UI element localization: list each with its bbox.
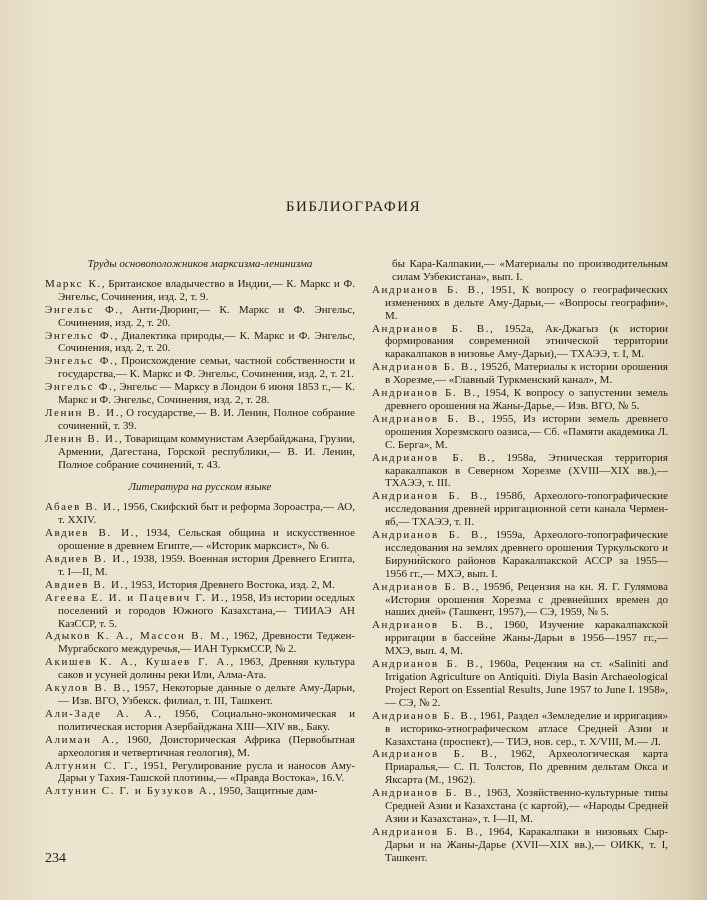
bib-text: , 1960, Изучение каракалпакской ирригации в бассейне Жаны-Дарьи в 1956—1957 гг.,— МХЭ, вып. 4, М. [385, 619, 668, 658]
bib-text: , Британское владычество в Индии,— К. Маркс и Ф. Энгельс, Сочинения, изд. 2, т. 9. [58, 277, 355, 303]
bib-text: , 1958б, Археолого-топографические исследования древней ирригационной сети канала Чермен-яб,— ТХАЭЭ, т. II. [385, 490, 668, 529]
bib-text: , 1959б, Рецензия на кн. Я. Г. Гулямова «История орошения Хорезма с древнейших времен до наших дней» (Ташкент, 1957),— СЭ, 1959, № 5. [385, 580, 668, 619]
bib-text: , 1952б, Материалы к истории орошения в Хорезме,— «Главный Туркменский канал», М. [385, 361, 668, 387]
bib-entry [372, 413, 668, 452]
bib-entry [372, 787, 668, 826]
bib-text: , Энгельс — Марксу в Лондон 6 июня 1853 г.,— К. Маркс и Ф. Энгельс, Сочинения, изд. 2, т. 28. [58, 381, 355, 407]
bib-author: Алтунин С. Г. и Бузуков А. [45, 785, 213, 798]
bib-author: Энгельс Ф. [45, 355, 115, 368]
bib-entry [45, 553, 355, 579]
bib-author: Авдиев В. И. [45, 553, 127, 566]
bib-text: , 1952а, Ак-Джагыз (к истории формирования современной этнической территории каракалпаков в низовье Аму-Дарьи),— ТХАЭЭ, т. I, М. [385, 322, 668, 361]
bib-author: Андрианов Б. В. [372, 709, 474, 722]
bib-text: , 1957, Некоторые данные о дельте Аму-Дарьи,— Изв. ВГО, Узбекск. филиал, т. III, Ташкент. [58, 682, 355, 707]
bib-text: , 1954, К вопросу о запустении земель древнего орошения на Жаны-Дарье,— Изв. ВГО, № 5. [385, 387, 668, 412]
bib-text: , Товарищам коммунистам Азербайджана, Грузии, Армении, Дагестана, Горской республики,— В. И. Ленин, Полное собрание сочинений, т. 43. [58, 432, 355, 471]
bib-author: Алиман А. [45, 733, 116, 746]
bib-author: Али-Заде А. А. [45, 707, 159, 720]
bib-author: Андрианов Б. В. [372, 361, 475, 374]
bib-author: Энгельс Ф. [45, 381, 114, 394]
bib-text: , 1956, Социально-экономическая и политическая история Азербайджана XIII—XIV вв., Баку. [58, 707, 355, 733]
bib-entry [372, 581, 668, 620]
bib-entry [372, 361, 668, 387]
russian-literature-list [45, 501, 355, 798]
bib-text: , 1955, Из истории земель древнего орошения Хорезмского оазиса,— Сб. «Памяти академика Л. С. Берга», М. [385, 412, 669, 451]
page-title: БИБЛИОГРАФИЯ [285, 199, 422, 215]
bib-author: Авдиев В. И. [45, 578, 125, 591]
bib-entry [372, 284, 668, 323]
bib-text: , 1958, Из истории оседлых поселений и городов Южного Казахстана,— ТИИАЭ АН КазССР, т. 5. [58, 591, 355, 630]
bib-text: , 1960а, Рецензия на ст. «Saliniti and Irrigation Agriculture on Antiquiti. Diyla Basin Archaeological Project Report on Essential Results, June 1957 to June I. 1958»,— СЭ, № 2. [385, 658, 668, 709]
bib-author: Андрианов Б. В. [372, 619, 490, 632]
bib-entry [45, 407, 355, 433]
left-column [45, 258, 355, 798]
bib-entry [45, 630, 355, 656]
bib-entry [45, 433, 355, 472]
bib-entry [372, 323, 668, 362]
bib-text: , 1961, Раздел «Земледелие и ирригация» в историко-этнографическом атласе Средней Азии и Казахстана (проспект),— ТИЭ, нов. сер., т. X/VIII, М.— Л. [385, 709, 668, 748]
bib-author: Энгельс Ф. [45, 303, 120, 316]
bib-author: Андрианов Б. В. [372, 825, 480, 838]
bib-entry [372, 452, 668, 491]
bib-text: , 1950, Защитные дам- [212, 785, 318, 798]
bib-entry [45, 734, 355, 760]
bib-author: Андрианов Б. В. [372, 529, 485, 542]
bib-author: Энгельс Ф. [45, 329, 115, 342]
bib-entry [372, 529, 668, 581]
right-column [372, 258, 668, 865]
bib-author: Андрианов Б. В. [372, 658, 480, 671]
bib-author: Андрианов Б. В. [372, 748, 495, 761]
bib-author: Акишев К. А., Кушаев Г. А. [45, 656, 231, 669]
bib-author: Ленин В. И. [45, 406, 121, 419]
bib-entry [45, 278, 355, 304]
bib-text: , 1958а, Этническая территория каракалпаков в Северном Хорезме (XVIII—XIX вв.),— ТХАЭЭ, т. III. [385, 451, 668, 490]
bib-text: , 1963, Хозяйственно-культурные типы Средней Азии и Казахстана (с картой),— «Народы Средней Азии и Казахстана», т. I—II, М. [385, 787, 668, 825]
section-heading-russian: Литература на русском языке [128, 480, 272, 493]
bib-entry [372, 710, 668, 749]
bib-entry [45, 579, 355, 592]
bib-text: , 1964, Каракалпаки в низовьях Сыр-Дарьи и на Жаны-Дарье (XVII—XIX вв.),— ОИКК, т. I, Ташкент. [385, 825, 669, 864]
bib-author: Андрианов Б. В. [372, 387, 477, 400]
bib-entry [45, 527, 355, 553]
bib-entry [45, 656, 355, 682]
bib-text: , О государстве,— В. И. Ленин, Полное собрание сочинений, т. 39. [58, 406, 355, 432]
page-number: 234 [45, 851, 66, 866]
bib-entry [372, 387, 668, 413]
bib-author: Маркс К. [45, 277, 102, 290]
bib-text: , Диалектика природы,— К. Маркс и Ф. Энгельс, Сочинения, изд. 2, т. 20. [58, 329, 355, 355]
bib-text: , 1934, Сельская община и искусственное орошение в древнем Египте,— «Историк марксист», № 6. [58, 527, 355, 553]
section-heading-classics: Труды основоположников марксизма-ленинизма [87, 258, 313, 270]
bib-entry [45, 355, 355, 381]
bib-entry [372, 490, 668, 529]
bib-text: , 1960, Доисторическая Африка (Первобытная археология и четвертичная геология), М. [58, 733, 355, 759]
bib-text: , 1951, Регулирование русла и наносов Аму-Дарьи у Тахия-Ташской плотины,— «Правда Востока», 16.V. [58, 759, 355, 785]
bib-entry [45, 304, 355, 330]
bib-author: Андрианов Б. В. [372, 283, 481, 296]
bib-entry [372, 826, 668, 865]
bib-text: , 1962, Древности Теджен-Мургабского междуречья,— ИАН ТуркмССР, № 2. [58, 630, 355, 656]
bib-author: Андрианов Б. В. [372, 580, 476, 593]
bib-text: , 1953, История Древнего Востока, изд. 2, М. [124, 578, 335, 591]
bib-entry [372, 748, 668, 787]
bib-text: , Происхождение семьи, частной собственности и государства,— К. Маркс и Ф. Энгельс, Сочинения, изд. 2, т. 21. [58, 355, 355, 381]
bib-author: Ленин В. И. [45, 432, 119, 445]
bib-entry [372, 619, 668, 658]
bib-entry-continuation: бы Кара-Калпакии,— «Материалы по производительным силам Узбекистана», вып. I. [392, 258, 668, 283]
classics-list [45, 278, 355, 472]
bib-entry [45, 682, 355, 708]
bib-text: , 1959а, Археолого-топографические исследования на землях древнего орошения Туркульского и Бируни́йского районов Каракалпакской АССР за 1955—1956 гг.,— МХЭ, вып. I. [385, 529, 669, 580]
bib-entry [372, 658, 668, 710]
bib-entry [45, 708, 355, 734]
bib-author: Алтунин С. Г. [45, 759, 135, 772]
bib-author: Андрианов Б. В. [372, 322, 491, 335]
bib-author: Андрианов Б. В. [372, 787, 478, 800]
bib-text: , Анти-Дюринг,— К. Маркс и Ф. Энгельс, Сочинения, изд. 2, т. 20. [58, 303, 355, 329]
bib-author: Акулов В. В. [45, 682, 127, 695]
bib-text: , 1956, Скифский быт и реформа Зороастра,— АО, т. XXIV. [58, 501, 355, 527]
bib-author: Абаев В. И. [45, 501, 118, 514]
bib-entry [45, 760, 355, 786]
bib-author: Андрианов Б. В. [372, 451, 492, 464]
bib-author: Авдиев В. И. [45, 527, 136, 540]
bib-text: , 1951, К вопросу о географических изменениях в дельте Аму-Дарьи,— «Вопросы географии», М. [385, 283, 668, 322]
bib-entry [45, 785, 355, 798]
bib-text: , 1963, Древняя культура саков и усуней долины реки Или, Алма-Ата. [58, 656, 356, 682]
bib-entry [45, 592, 355, 631]
bib-author: Андрианов Б. В. [372, 490, 484, 503]
bib-entry [45, 381, 355, 407]
bib-entry [45, 501, 355, 527]
bib-author: Андрианов Б. В. [372, 412, 482, 425]
bib-text: , 1962, Археологическая карта Приаралья,— С. П. Толстов, По древним дельтам Окса и Яксарта (М., 1962). [385, 748, 668, 787]
bib-author: Агеева Е. И. и Пацевич Г. И. [45, 591, 226, 604]
bib-author: Адыков К. А., Массон В. М. [45, 630, 227, 643]
bib-entry [45, 330, 355, 356]
bib-text: , 1938, 1959. Военная история Древнего Египта, т. I—II, М. [58, 553, 355, 578]
